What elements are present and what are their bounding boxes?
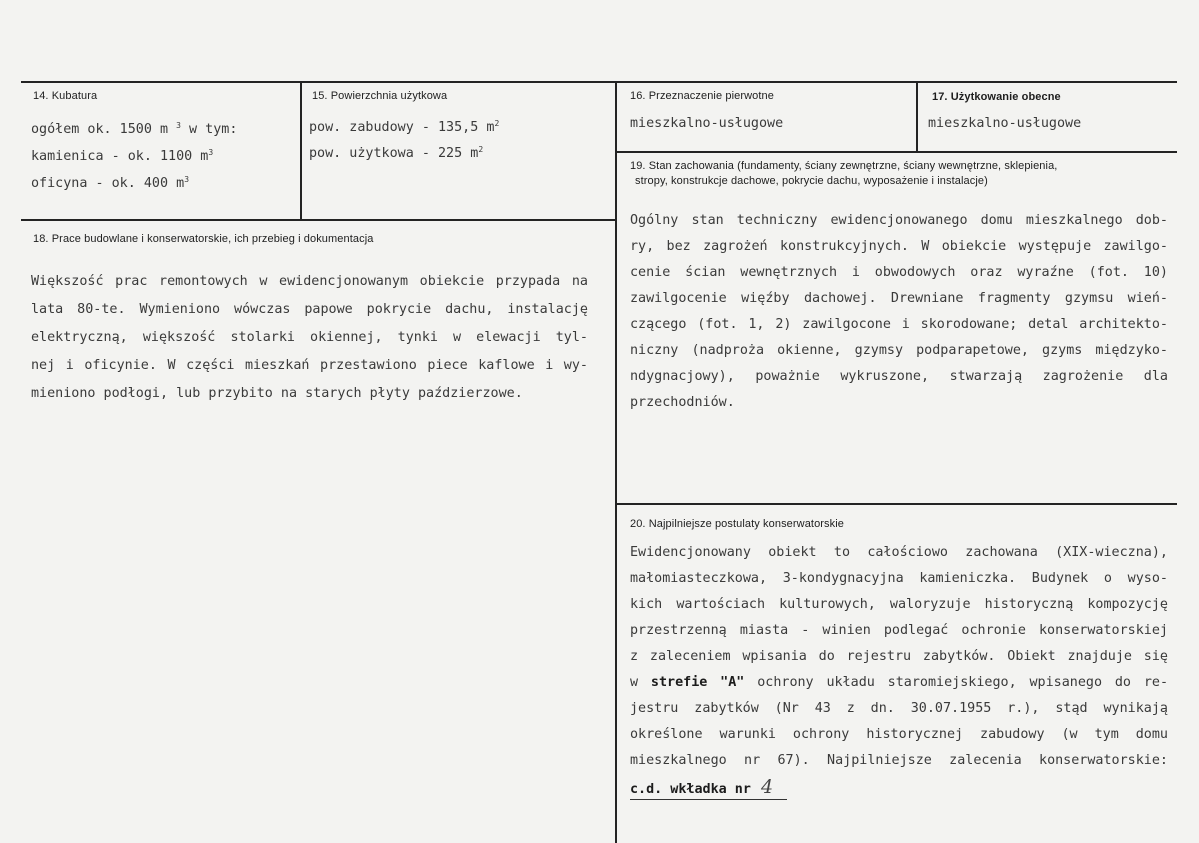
handwritten-sheet-number: 4	[761, 776, 774, 798]
field-14-line: oficyna - ok. 400 $m^3$	[31, 175, 190, 191]
rule-below-14-15	[21, 219, 617, 221]
field-17-value: mieszkalno-usługowe	[928, 116, 1082, 131]
field-20-line: przestrzenną miasta - winien podlegać ochronie konserwatorskiej	[630, 623, 1168, 638]
field-20-line: określone warunki ochrony historycznej zabudowy (w tym domu	[630, 727, 1168, 742]
field-18-value	[31, 268, 588, 408]
field-20-line: mieszkalnego nr 67). Najpilniejsze zalecenia konserwatorskie:	[630, 753, 1168, 768]
field-19-header	[630, 159, 1170, 189]
field-20-line: kich wartościach kulturowych, waloryzuje historyczną kompozycję	[630, 597, 1168, 612]
field-16-header: 16. Przeznaczenie pierwotne	[630, 90, 774, 102]
field-14-value	[31, 116, 237, 197]
field-16-value: mieszkalno-usługowe	[630, 116, 784, 131]
field-19-line: Ogólny stan techniczny ewidencjonowanego domu mieszkalnego dob-	[630, 213, 1168, 228]
field-20-value	[630, 540, 1168, 803]
field-15-header: 15. Powierzchnia użytkowa	[312, 90, 448, 102]
field-18-line: lata 80-te. Wymieniono wówczas papowe pokrycie dachu, instalację	[31, 302, 588, 317]
field-14-line: ogółem ok. 1500 m $^3$ w tym:	[31, 121, 238, 137]
field-19-header-line: stropy, konstrukcje dachowe, pokrycie dachu, wyposażenie i instalacje)	[635, 175, 988, 187]
field-18-line: nej i oficynie. W części mieszkań przestawiono piece kaflowe i wy-	[31, 358, 588, 373]
field-20-header: 20. Najpilniejsze postulaty konserwatorskie	[630, 518, 845, 530]
field-15-value	[309, 115, 499, 167]
field-17-header: 17. Użytkowanie obecne	[932, 91, 1061, 103]
field-19-line: niczny (nadproża okienne, gzymsy podparapetowe, gzyms międzyko-	[630, 343, 1168, 358]
rule-below-16-17	[617, 151, 1177, 153]
field-20-line: w strefie "A" ochrony układu staromiejskiego, wpisanego do re-	[630, 675, 1169, 690]
field-14-line: kamienica - ok. 1100 $m^3$	[31, 148, 214, 164]
field-19-line: przechodniów.	[630, 395, 735, 410]
field-19-line: czącego (fot. 1, 2) zawilgocone i skorodowane; detal architekto-	[630, 317, 1168, 332]
field-18-line: elektryczną, większość stolarki okiennej, tynki w elewacji tyl-	[31, 330, 588, 345]
field-19-line: ndygnacjowy), poważnie wykruszone, stwarzają zagrożenie dla	[630, 369, 1168, 384]
field-18-header: 18. Prace budowlane i konserwatorskie, ich przebieg i dokumentacja	[33, 233, 374, 245]
zone-a-emphasis: strefie "A"	[650, 675, 745, 690]
divider-14-15	[300, 81, 302, 221]
divider-left-right	[615, 81, 617, 843]
field-20-line: Ewidencjonowany obiekt to całościowo zachowana (XIX-wieczna),	[630, 545, 1168, 560]
field-18-line: mieniono podłogi, lub przybito na starych płyty paździerzowe.	[31, 386, 523, 401]
top-rule	[21, 81, 1177, 83]
rule-below-19	[617, 503, 1177, 505]
divider-16-17	[916, 81, 918, 153]
field-15-line: pow. zabudowy - 135,5 $m^2$	[309, 119, 500, 135]
continuation-note: c.d. wkładka nr 4	[630, 774, 1168, 803]
field-19-line: ry, bez zagrożeń konstrukcyjnych. W obiekcie występuje zawilgo-	[630, 239, 1168, 254]
field-19-line: cenie ścian wewnętrznych i obwodowych oraz wyraźne (fot. 10)	[630, 265, 1168, 280]
field-19-line: zawilgocenie więźby dachowej. Drewniane fragmenty gzymsu wień-	[630, 291, 1168, 306]
field-20-line: jestru zabytków (Nr 43 z dn. 30.07.1955 r.), stąd wynikają	[630, 701, 1168, 716]
field-15-line: pow. użytkowa - 225 $m^2$	[309, 145, 484, 161]
field-19-header-line: 19. Stan zachowania (fundamenty, ściany zewnętrzne, ściany wewnętrzne, sklepienia,	[630, 160, 1058, 172]
field-18-line: Większość prac remontowych w ewidencjonowanym obiekcie przypada na	[31, 274, 588, 289]
field-20-line: małomiasteczkowa, 3-kondygnacyjna kamieniczka. Budynek o wyso-	[630, 571, 1168, 586]
field-20-line: z zaleceniem wpisania do rejestru zabytków. Obiekt znajduje się	[630, 649, 1168, 664]
field-19-value	[630, 208, 1168, 416]
field-14-header: 14. Kubatura	[33, 90, 98, 102]
